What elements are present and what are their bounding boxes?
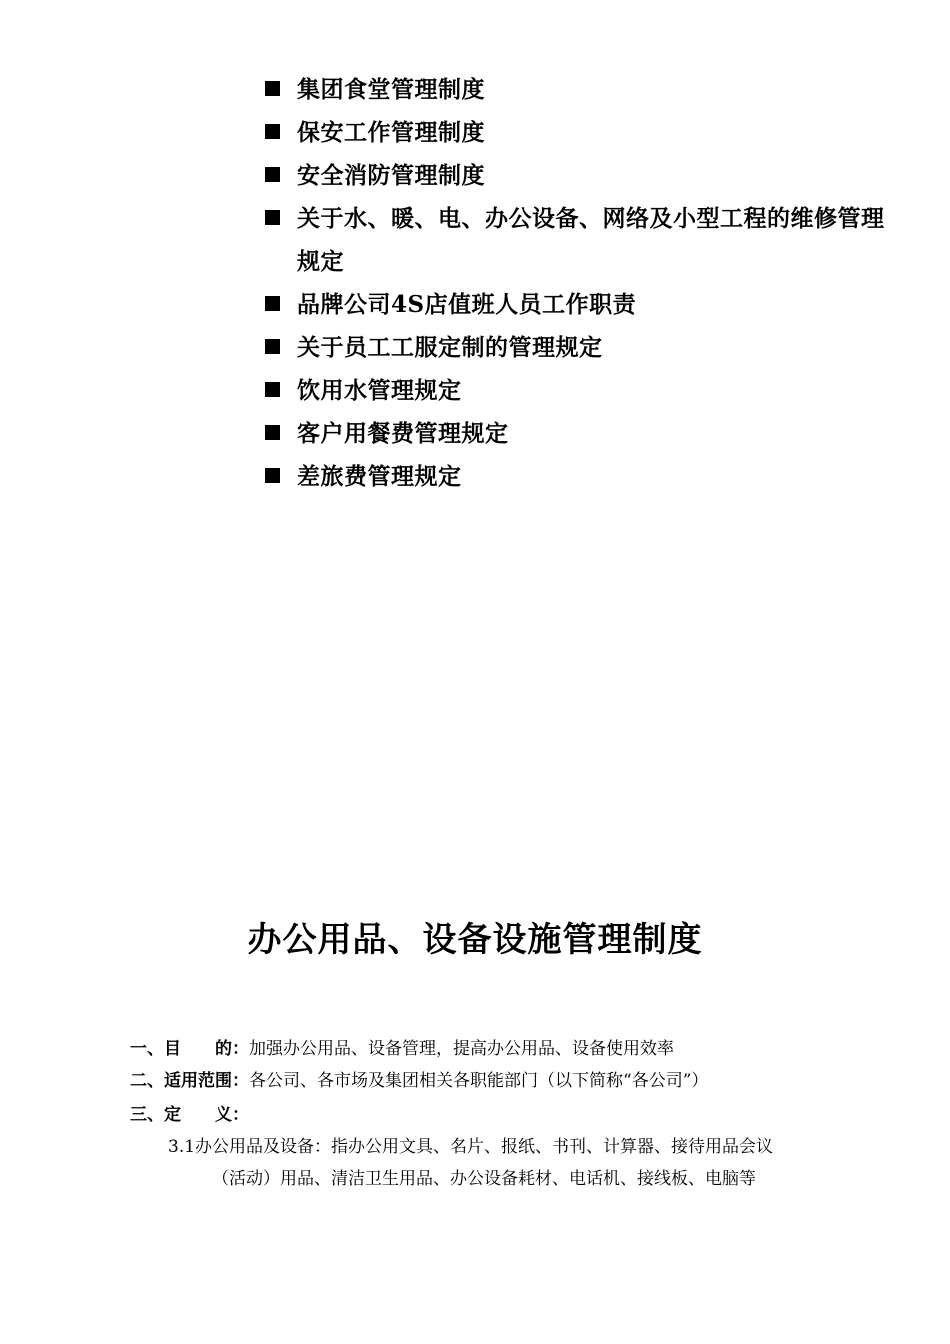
toc-item-label: 差旅费管理规定 <box>297 463 462 490</box>
toc-item-canteen <box>265 68 885 111</box>
square-bullet-icon <box>265 339 280 354</box>
toc-item-label: 饮用水管理规定 <box>297 377 462 404</box>
section-text: 加强办公用品、设备管理，提高办公用品、设备使用效率 <box>249 1039 674 1059</box>
toc-item-4s-duty <box>265 283 885 326</box>
toc-item-client-meals <box>265 412 885 455</box>
square-bullet-icon <box>265 296 280 311</box>
definition-line-1: 3.1办公用品及设备：指办公用文具、名片、报纸、书刊、计算器、接待用品会议 <box>168 1137 774 1157</box>
section-label: 一、目 的： <box>130 1039 249 1059</box>
square-bullet-icon <box>265 468 280 483</box>
section-definition <box>130 1104 890 1126</box>
document-title: 办公用品、设备设施管理制度 <box>247 920 703 960</box>
toc-item-label: 集团食堂管理制度 <box>297 76 485 103</box>
section-scope <box>130 1070 890 1092</box>
section-text: 各公司、各市场及集团相关各职能部门（以下简称“各公司”） <box>249 1071 709 1091</box>
toc-item-label: 客户用餐费管理规定 <box>297 420 509 447</box>
toc-item-uniform <box>265 326 885 369</box>
toc-item-maintenance <box>265 197 885 283</box>
toc-item-security <box>265 111 885 154</box>
definition-paragraph <box>168 1131 888 1195</box>
square-bullet-icon <box>265 382 280 397</box>
toc-item-label: 安全消防管理制度 <box>297 162 485 189</box>
toc-item-label: 关于水、暖、电、办公设备、网络及小型工程的维修管理规定 <box>297 205 885 275</box>
toc-item-travel-expenses <box>265 455 885 498</box>
square-bullet-icon <box>265 81 280 96</box>
toc-item-fire-safety <box>265 154 885 197</box>
square-bullet-icon <box>265 167 280 182</box>
square-bullet-icon <box>265 210 280 225</box>
section-label: 二、适用范围： <box>130 1071 249 1091</box>
definition-line-2: （活动）用品、清洁卫生用品、办公设备耗材、电话机、接线板、电脑等 <box>212 1169 756 1189</box>
section-label: 三、定 义： <box>130 1105 249 1125</box>
toc-list <box>265 68 885 498</box>
section-purpose <box>130 1038 890 1060</box>
toc-item-label: 保安工作管理制度 <box>297 119 485 146</box>
square-bullet-icon <box>265 425 280 440</box>
square-bullet-icon <box>265 124 280 139</box>
toc-item-drinking-water <box>265 369 885 412</box>
toc-item-label: 关于员工工服定制的管理规定 <box>297 334 603 361</box>
toc-item-label: 品牌公司4S店值班人员工作职责 <box>297 291 637 318</box>
